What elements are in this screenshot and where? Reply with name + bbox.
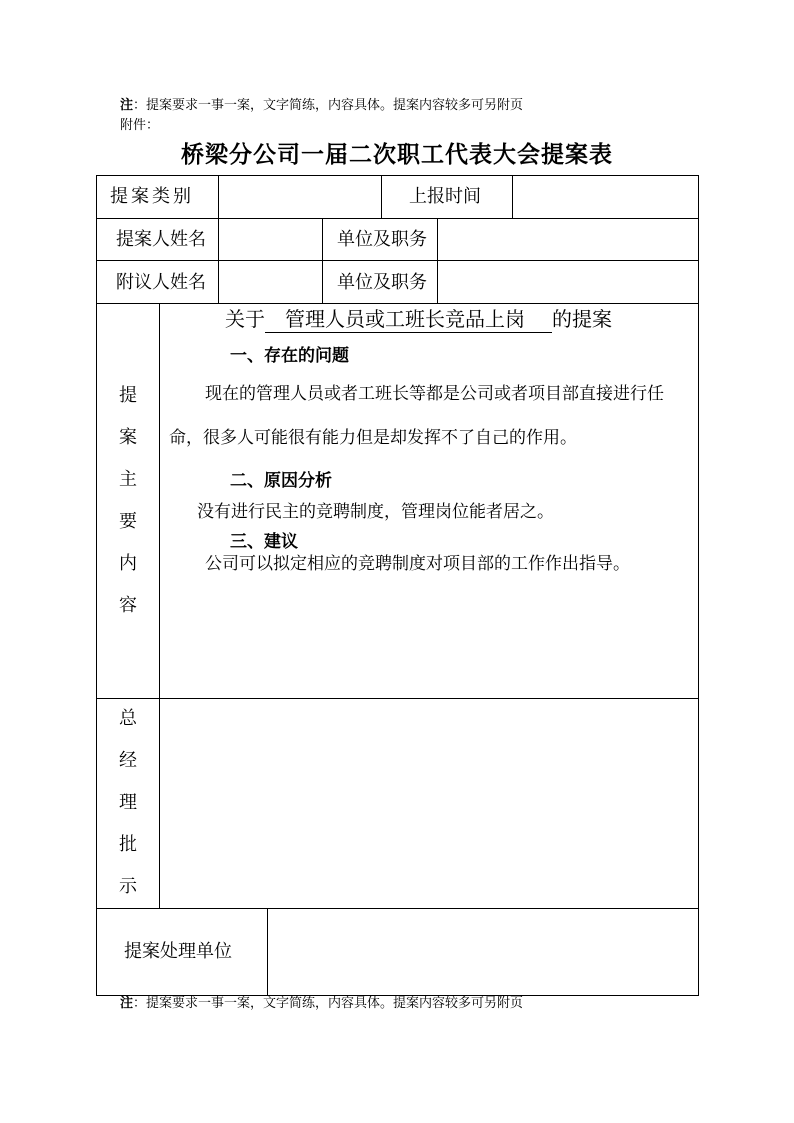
col-divider (322, 218, 323, 303)
report-time-label: 上报时间 (409, 186, 481, 207)
col-divider (159, 303, 160, 908)
col-divider (437, 218, 438, 303)
row-divider (96, 698, 699, 699)
approval-field[interactable] (166, 710, 691, 900)
section-heading-suggestion: 三、建议 (230, 532, 298, 552)
page-title: 桥梁分公司一届二次职工代表大会提案表 (181, 141, 613, 168)
section-text-problem: 现在的管理人员或者工班长等都是公司或者项目部直接进行任命，很多人可能很有能力但是却发挥不了自己的作用。 (169, 384, 664, 448)
col-divider (512, 175, 513, 218)
attachment-label: 附件： (120, 118, 160, 133)
col-divider (218, 175, 219, 303)
proposal-title: 关于 管理人员或工班长竞品上岗 的提案 (225, 307, 612, 331)
col-divider (267, 908, 268, 996)
section-text-cause: 没有进行民主的竞聘制度，管理岗位能者居之。 (197, 502, 554, 522)
row-divider (96, 303, 699, 304)
handler-label: 提案处理单位 (124, 941, 232, 962)
unit-position-label: 单位及职务 (337, 229, 427, 250)
proposer-label: 提案人姓名 (116, 229, 206, 250)
row-divider (96, 260, 699, 261)
row-divider (96, 218, 699, 219)
note-top: 注：提案要求一事一案，文字简练，内容具体。提案内容较多可另附页 (120, 98, 524, 113)
seconder-label: 附议人姓名 (116, 272, 206, 293)
section-heading-cause: 二、原因分析 (230, 471, 332, 491)
note-bottom: 注：提案要求一事一案，文字简练，内容具体。提案内容较多可另附页 (120, 996, 524, 1011)
unit-position-label-2: 单位及职务 (337, 272, 427, 293)
section-heading-problem: 一、存在的问题 (230, 346, 349, 366)
handler-field[interactable] (274, 915, 692, 989)
content-side-label: 提 案 主 要 内 容 (119, 385, 137, 616)
row-divider (96, 908, 699, 909)
proposal-topic: 管理人员或工班长竞品上岗 (265, 306, 552, 333)
section-text-suggestion: 公司可以拟定相应的竞聘制度对项目部的工作作出指导。 (205, 554, 630, 574)
category-label: 提案类别 (110, 186, 194, 207)
col-divider (381, 175, 382, 218)
approval-side-label: 总 经 理 批 示 (119, 708, 137, 897)
